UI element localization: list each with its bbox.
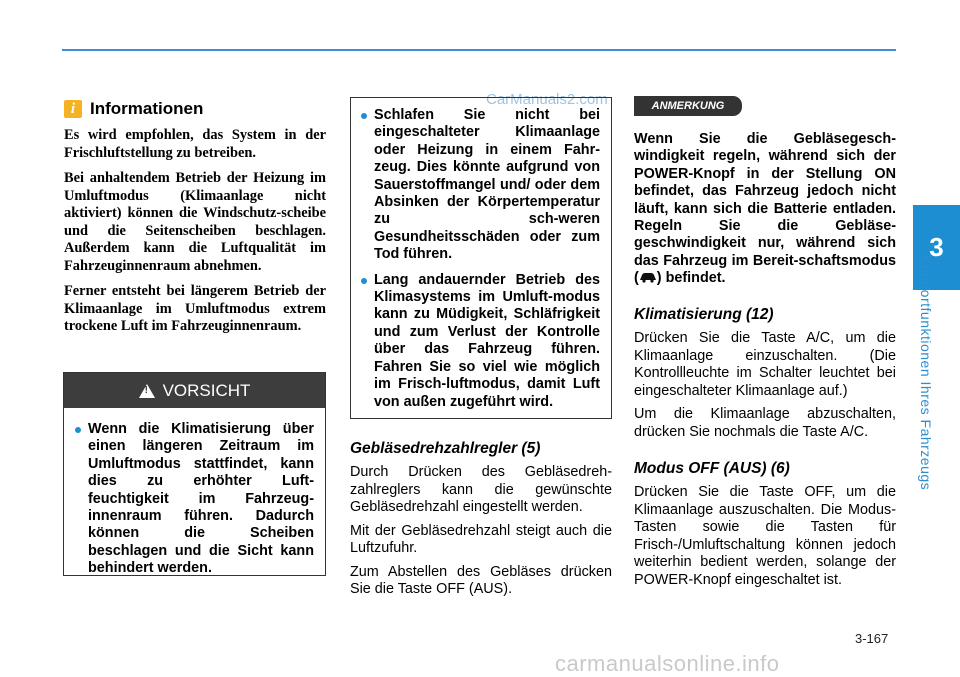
- note-label: ANMERKUNG: [634, 96, 742, 116]
- ac-heading: Klimatisierung (12): [634, 306, 774, 323]
- warning-list: [361, 107, 600, 411]
- chapter-number: 3: [929, 232, 944, 262]
- fan-speed-paragraph: Zum Abstellen des Gebläses drücken Sie die Taste OFF (AUS).: [350, 563, 612, 597]
- info-paragraph: Bei anhaltendem Betrieb der Heizung im Umluftmodus (Klimaanlage nicht aktiviert) können die Windschutz-scheibe und die Seitenscheiben beschlagen. Außerdem kann die Luftqualität im Fahrzeuginnenraum abnehmen.: [64, 170, 326, 274]
- mode-off-paragraph: Drücken Sie die Taste OFF, um die Klimaanlage auszuschalten. Die Modus-Tasten sowie die Tasten für Frisch-/Umluftschaltung können jedoch weiterhin bedient werden, solange der POWER-Knopf eingeschaltet ist.: [634, 484, 896, 588]
- page-number: 3-167: [855, 631, 889, 646]
- note-text-before: Wenn Sie die Gebläsegesch-windigkeit regeln, während sich der POWER-Knopf in der Stellung ON befindet, das Fahrzeug jedoch nicht läuft, kann sich die Batterie entladen. Regeln Sie die Gebläse-geschwindigkeit nur, während sich das Fahrzeug im Bereit-schaftsmodus (: [634, 131, 896, 287]
- info-title: Informationen: [90, 99, 204, 118]
- fan-speed-paragraph: Mit der Gebläsedrehzahl steigt auch die Luftzufuhr.: [350, 522, 612, 556]
- car-ready-icon: [639, 271, 657, 283]
- fan-speed-section: [350, 440, 612, 605]
- chapter-side-label: [918, 255, 944, 505]
- info-heading: [64, 99, 203, 119]
- info-icon: i: [64, 100, 82, 118]
- warning-item: Schlafen Sie nicht bei eingeschalteter Klimaanlage oder Heizung in einem Fahr-zeug. Dies könnte aufgrund von Sauerstoffmangel und/ oder dem Absinken der Körpertemperatur zu sch-weren Gesundheitsschäden oder zum Tod führen.: [361, 107, 600, 264]
- warning-item: Lang andauernder Betrieb des Klimasystems im Umluft-modus kann zu Müdigkeit, Schläfrigkeit und zum Verlust der Kontrolle über das Fahrzeug führen. Fahren Sie so viel wie möglich im Frisch-luftmodus, damit Luft von außen zugeführt wird.: [361, 272, 600, 411]
- fan-speed-paragraph: Durch Drücken des Gebläsedreh-zahlreglers kann die gewünschte Gebläsedrehzahl eingestellt werden.: [350, 464, 612, 515]
- mode-off-heading: Modus OFF (AUS) (6): [634, 460, 790, 477]
- mode-off-section: [634, 460, 896, 595]
- caution-header: [64, 373, 325, 408]
- info-paragraph: Es wird empfohlen, das System in der Frischluftstellung zu betreiben.: [64, 127, 326, 161]
- fan-speed-heading: Gebläsedrehzahlregler (5): [350, 440, 541, 457]
- note-body: [634, 131, 896, 288]
- caution-box: [63, 372, 326, 576]
- info-paragraph: Ferner entsteht bei längerem Betrieb der Klimaanlage im Umluftmodus extrem trockene Luft im Fahrzeuginnenraum.: [64, 283, 326, 334]
- top-rule: [62, 49, 896, 51]
- warning-continued-box: [350, 97, 612, 419]
- note-paragraph: [634, 131, 896, 288]
- warning-triangle-icon: [139, 384, 155, 398]
- info-body: [64, 127, 326, 344]
- note-text-after: ) befindet.: [656, 270, 726, 287]
- caution-list: [64, 408, 325, 578]
- caution-title: VORSICHT: [162, 380, 251, 400]
- watermark: CarManuals2.com: [486, 91, 608, 108]
- ac-paragraph: Drücken Sie die Taste A/C, um die Klimaanlage einzuschalten. (Die Kontrollleuchte im Schalter leuchtet bei eingeschalteter Klimaanlage auf.): [634, 330, 896, 399]
- ac-section: [634, 306, 896, 447]
- chapter-title: Komfortfunktionen Ihres Fahrzeugs: [918, 255, 934, 491]
- footer-watermark: carmanualsonline.info: [555, 651, 780, 676]
- ac-paragraph: Um die Klimaanlage abzuschalten, drücken Sie nochmals die Taste A/C.: [634, 406, 896, 440]
- caution-item: Wenn die Klimatisierung über einen längeren Zeitraum im Umluftmodus stattfindet, kann dies zu erhöhter Luft-feuchtigkeit im Fahrzeug-innenraum führen. Dadurch können die Scheiben beschlagen und die Sicht kann behindert werden.: [75, 421, 314, 578]
